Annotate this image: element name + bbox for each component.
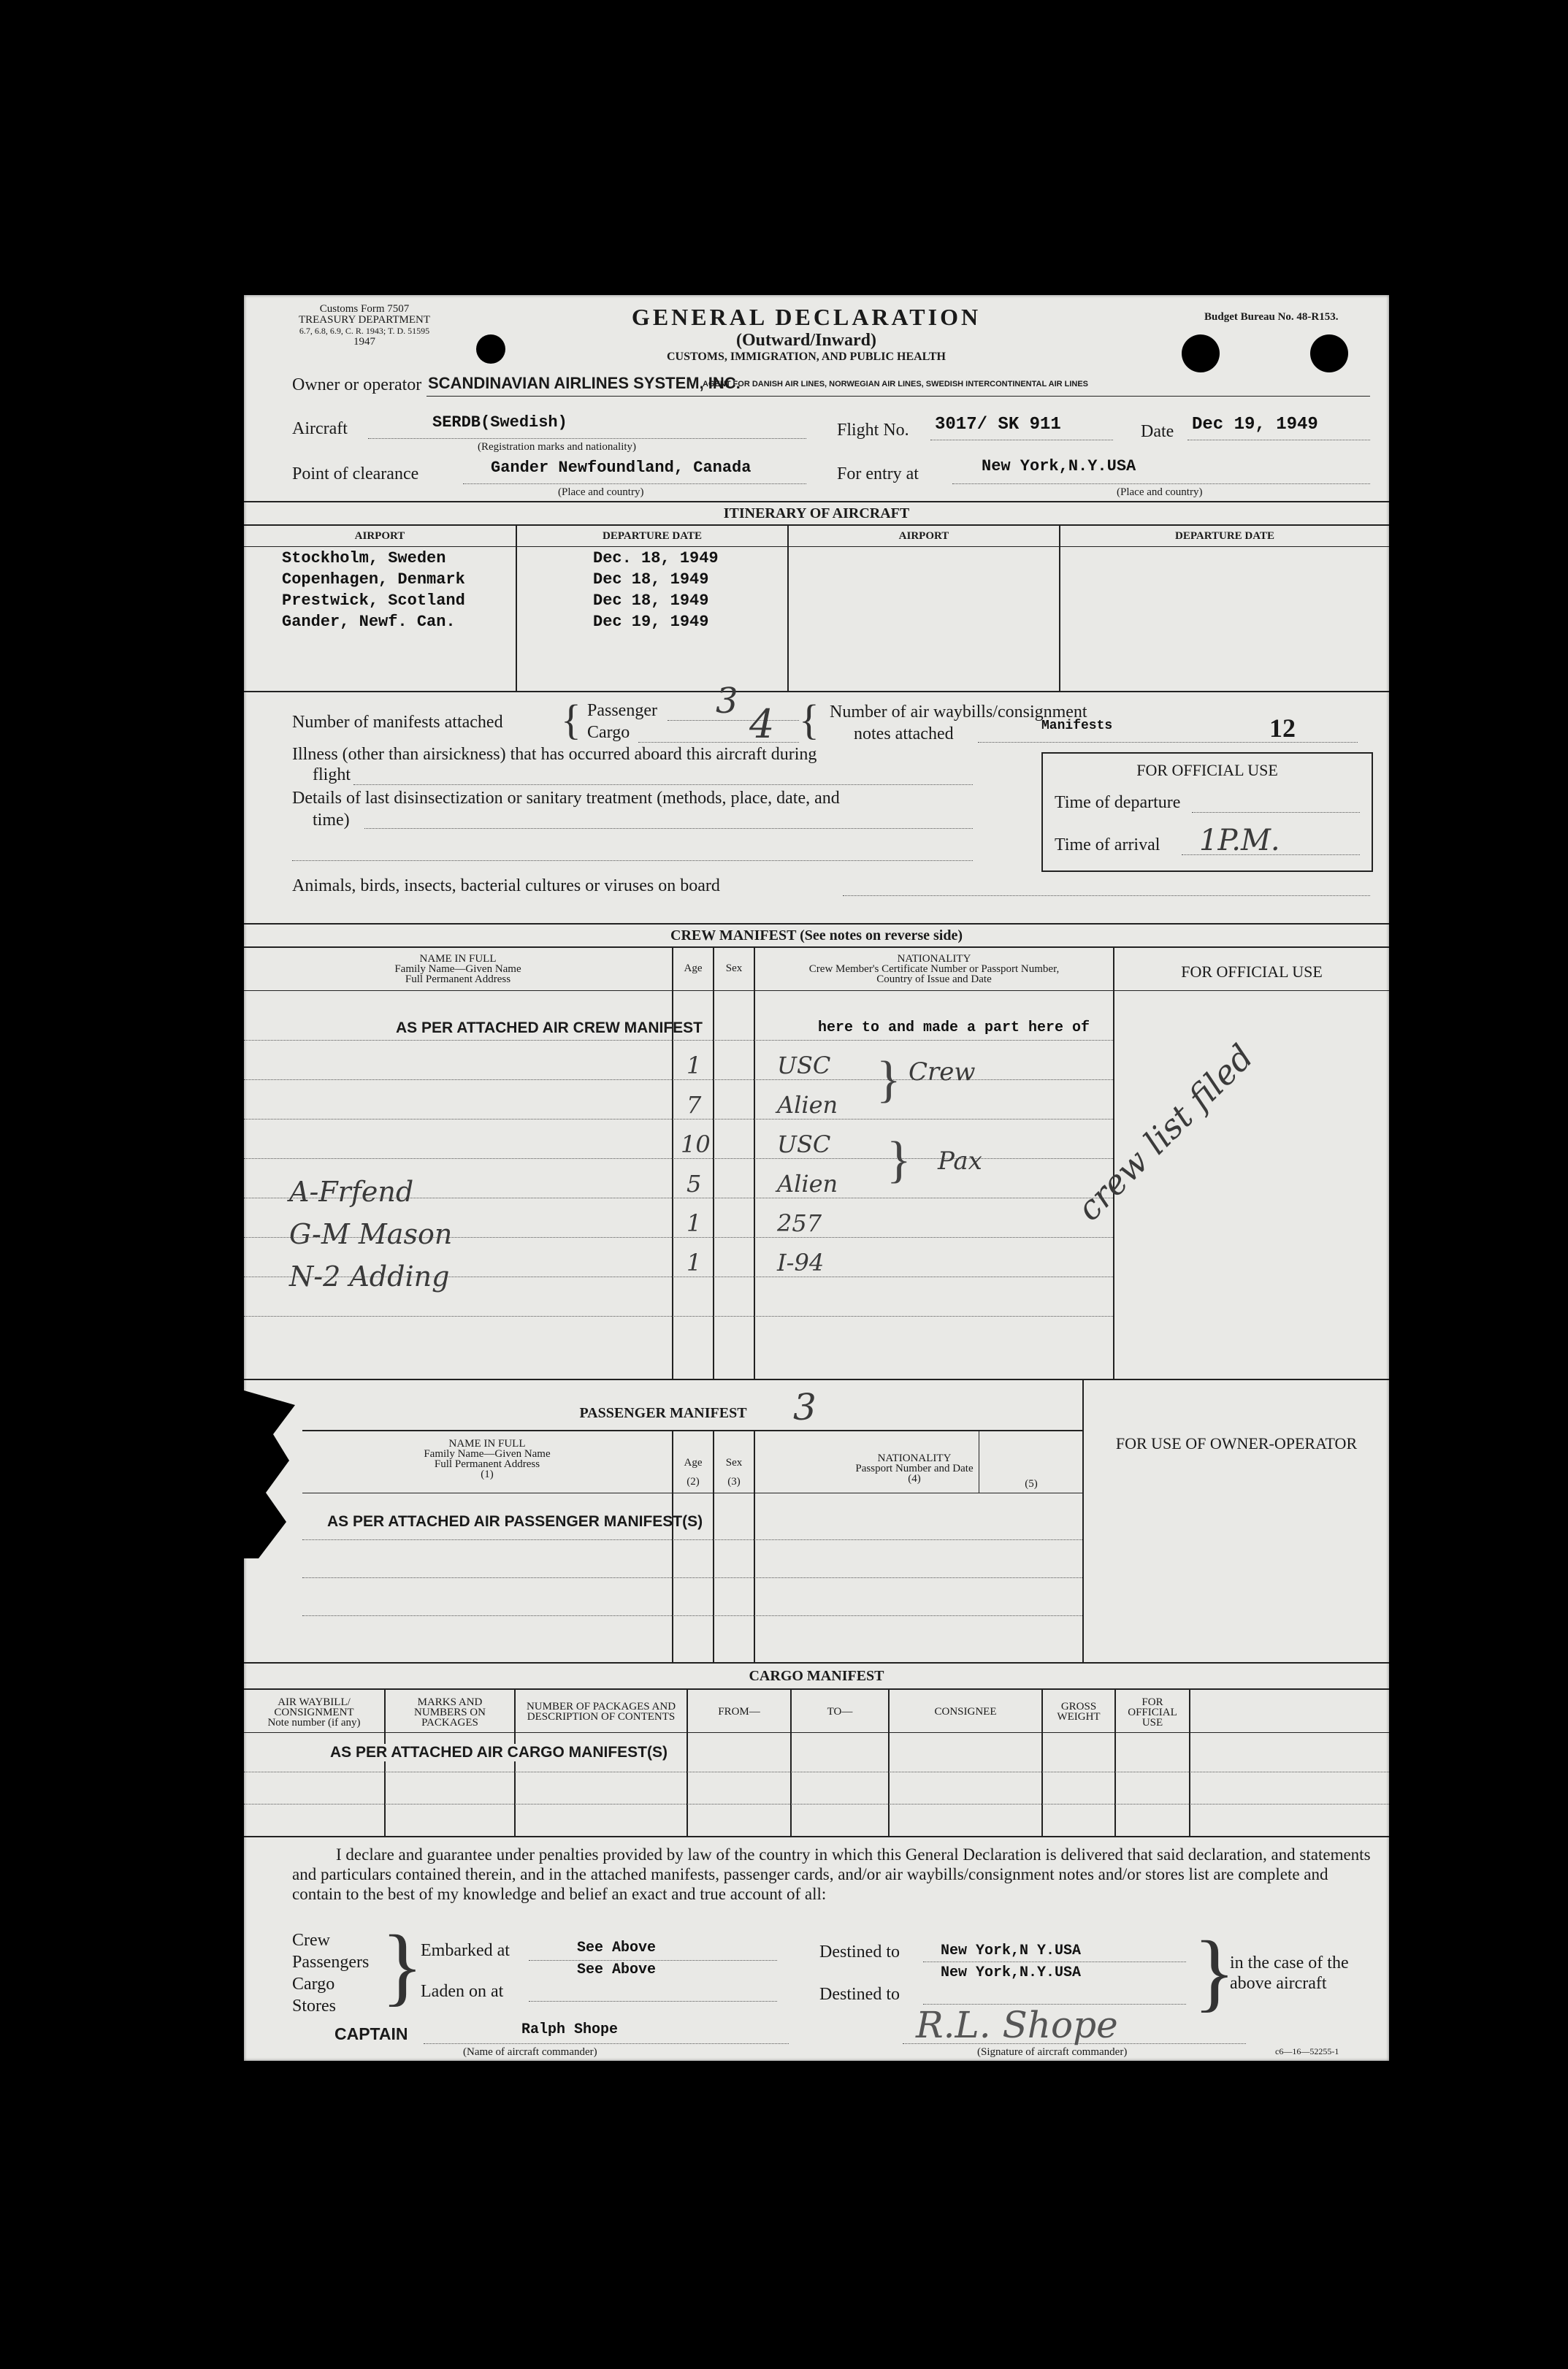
date-value: Dec 19, 1949	[1192, 415, 1318, 435]
cargo-header-marks	[386, 1697, 514, 1728]
arrival-time-value: 1P.M.	[1199, 824, 1280, 857]
pax-header-sex-num: (3)	[727, 1476, 741, 1488]
illness-label-2: flight	[313, 765, 351, 784]
waybill-typed: Manifests	[1041, 719, 1113, 733]
category-cargo: Cargo	[292, 1975, 335, 1994]
form-subtitle: (Outward/Inward)	[735, 331, 876, 350]
pax-header-age-num: (2)	[687, 1476, 700, 1488]
date-label: Date	[1141, 422, 1174, 441]
crew-header-age: Age	[684, 962, 703, 974]
case-note-2: above aircraft	[1230, 1974, 1327, 1993]
department: TREASURY DEPARTMENT	[298, 314, 431, 326]
destined-value-2: New York,N.Y.USA	[941, 1964, 1082, 1981]
embarked-label: Embarked at	[421, 1941, 510, 1960]
brace-icon: }	[887, 1132, 911, 1188]
brace-icon: }	[876, 1052, 901, 1108]
cargo-header-weight	[1043, 1702, 1114, 1722]
crew-header-name-3: Full Permanent Address	[405, 973, 511, 985]
category-crew: Crew	[292, 1931, 330, 1950]
cargo-header-official-2: OFFICIAL	[1128, 1707, 1177, 1718]
category-stores: Stores	[292, 1997, 336, 2016]
destined-value: New York,N Y.USA	[941, 1943, 1082, 1959]
crew-header-sex: Sex	[725, 962, 743, 974]
crew-row-nationality: USC	[777, 1052, 831, 1079]
crew-row-name: N-2 Adding	[289, 1260, 450, 1293]
print-code: c6—16—52255-1	[1275, 2046, 1339, 2056]
crew-header-nat-1: NATIONALITY	[897, 953, 971, 965]
animals-label: Animals, birds, insects, bacterial cultures or viruses on board	[292, 876, 720, 895]
passenger-count-value: 3	[716, 681, 738, 722]
cargo-count-label: Cargo	[587, 723, 630, 742]
waybill-label: Number of air waybills/consignment	[830, 703, 1087, 722]
passenger-count-label: Passenger	[587, 701, 657, 720]
entry-label: For entry at	[837, 464, 919, 483]
crew-header-nat-3: Country of Issue and Date	[876, 973, 992, 985]
case-note	[1230, 1953, 1349, 1994]
clearance-value: Gander Newfoundland, Canada	[491, 459, 752, 477]
crew-stamp: AS PER ATTACHED AIR CREW MANIFEST	[396, 1019, 703, 1036]
flight-label: Flight No.	[837, 421, 909, 440]
punch-hole	[1182, 334, 1220, 372]
form-subtitle-2: CUSTOMS, IMMIGRATION, AND PUBLIC HEALTH	[667, 351, 946, 363]
brace-icon: }	[1193, 1923, 1236, 2020]
owner-agent: AGENT FOR DANISH AIR LINES, NORWEGIAN AIR LINES, SWEDISH INTERCONTINENTAL AIR LINES	[703, 380, 1089, 389]
cargo-header-official-1: FOR	[1141, 1696, 1163, 1708]
pax-header-name-1: NAME IN FULL	[448, 1438, 526, 1450]
crew-row-nationality: 257	[777, 1209, 822, 1237]
cargo-header-official	[1116, 1697, 1189, 1728]
itinerary-date-cell: Dec 18, 1949	[593, 570, 709, 589]
crew-row-name: A-Frfend	[289, 1176, 414, 1208]
itinerary-header-date: DEPARTURE DATE	[602, 530, 702, 542]
itinerary-date-cell: Dec 19, 1949	[593, 613, 709, 631]
itinerary-airport-cell: Copenhagen, Denmark	[282, 570, 465, 589]
cargo-header-consignee: CONSIGNEE	[934, 1706, 997, 1718]
flight-value: 3017/ SK 911	[935, 415, 1061, 435]
crew-row-nationality: USC	[777, 1130, 831, 1158]
case-note-1: in the case of the	[1230, 1953, 1349, 1972]
cargo-header-to: TO—	[827, 1706, 853, 1718]
crew-row-count: 1	[687, 1052, 702, 1079]
waybill-label-2: notes attached	[854, 724, 954, 743]
crew-header-name-2: Family Name—Given Name	[394, 963, 521, 975]
pax-header-name	[302, 1439, 672, 1480]
pax-header-name-3: Full Permanent Address	[434, 1458, 540, 1470]
crew-note: Crew	[909, 1057, 976, 1087]
aircraft-label: Aircraft	[292, 419, 348, 438]
crew-header-name-1: NAME IN FULL	[419, 953, 497, 965]
pax-note: Pax	[938, 1147, 982, 1176]
crew-manifest-title: CREW MANIFEST (See notes on reverse side)	[670, 927, 963, 944]
passenger-manifest-title: PASSENGER MANIFEST	[579, 1405, 747, 1421]
declaration-categories	[292, 1929, 369, 2017]
aircraft-caption: (Registration marks and nationality)	[478, 441, 637, 453]
cargo-manifest-title: CARGO MANIFEST	[749, 1668, 884, 1684]
arrival-time-label: Time of arrival	[1055, 835, 1160, 854]
owner-operator-use: FOR USE OF OWNER-OPERATOR	[1115, 1434, 1358, 1453]
pax-header-name-4: (1)	[481, 1469, 494, 1480]
crew-header-name	[244, 954, 672, 984]
itinerary-airport-cell: Prestwick, Scotland	[282, 592, 465, 610]
pax-header-nat-3: (4)	[908, 1473, 921, 1485]
crew-row-count: 7	[687, 1091, 702, 1119]
form-number: Customs Form 7507	[319, 303, 410, 315]
crew-row-nationality: Alien	[777, 1091, 838, 1119]
crew-header-nationality	[755, 954, 1113, 984]
cargo-stamp: AS PER ATTACHED AIR CARGO MANIFEST(S)	[330, 1744, 668, 1761]
crew-row-nationality: I-94	[777, 1249, 825, 1277]
pax-header-5: (5)	[1025, 1478, 1038, 1490]
clearance-label: Point of clearance	[292, 464, 419, 483]
punch-hole	[476, 334, 505, 364]
laden-value: See Above	[577, 1962, 657, 1978]
brace-icon: }	[381, 1917, 424, 2014]
pax-header-age-label: Age	[684, 1457, 703, 1469]
laden-label: Laden on at	[421, 1982, 504, 2001]
itinerary-title: ITINERARY OF AIRCRAFT	[723, 505, 910, 521]
captain-name: Ralph Shope	[521, 2021, 619, 2038]
departure-time-label: Time of departure	[1055, 793, 1181, 812]
crew-stamp-typed: here to and made a part here of	[818, 1019, 1090, 1036]
cargo-header-weight-1: GROSS	[1060, 1701, 1097, 1712]
pax-header-nat-1: NATIONALITY	[877, 1453, 952, 1464]
itinerary-header-date-2: DEPARTURE DATE	[1174, 530, 1274, 542]
cargo-header-marks-2: NUMBERS ON	[414, 1707, 486, 1718]
cargo-header-waybill-3: Note number (if any)	[267, 1717, 361, 1729]
cargo-header-waybill	[244, 1697, 384, 1728]
captain-name-caption: (Name of aircraft commander)	[463, 2046, 597, 2058]
itinerary-airport-cell: Gander, Newf. Can.	[282, 613, 456, 631]
aircraft-value: SERDB(Swedish)	[432, 413, 567, 432]
form-year: 1947	[353, 336, 375, 348]
itinerary-header-airport: AIRPORT	[354, 530, 405, 542]
passenger-manifest-count: 3	[793, 1386, 816, 1428]
budget-bureau: Budget Bureau No. 48-R153.	[1204, 311, 1339, 323]
itinerary-airports	[282, 548, 465, 632]
cargo-header-weight-2: WEIGHT	[1057, 1711, 1101, 1723]
pax-header-sex-label: Sex	[725, 1457, 743, 1469]
cargo-header-from: FROM—	[718, 1706, 760, 1718]
cargo-header-waybill-1: AIR WAYBILL/	[278, 1696, 351, 1708]
pax-header-age	[673, 1453, 713, 1491]
itinerary-date-cell: Dec. 18, 1949	[593, 549, 719, 567]
crew-row-name: G-M Mason	[289, 1218, 453, 1250]
cargo-header-packages-1: NUMBER OF PACKAGES AND	[526, 1701, 676, 1712]
punch-hole	[1310, 334, 1348, 372]
cargo-count-value: 4	[749, 701, 775, 747]
entry-caption: (Place and country)	[1117, 486, 1203, 498]
brace-icon: {	[799, 696, 819, 743]
entry-value: New York,N.Y.USA	[982, 457, 1136, 475]
itinerary-dates	[593, 548, 719, 632]
manifests-label: Number of manifests attached	[292, 713, 503, 732]
captain-signature: R.L. Shope	[916, 2004, 1118, 2046]
pax-header-sex	[714, 1453, 754, 1491]
passenger-stamp: AS PER ATTACHED AIR PASSENGER MANIFEST(S)	[327, 1513, 703, 1530]
form-title: GENERAL DECLARATION	[631, 304, 982, 330]
crew-row-count: 10	[681, 1130, 711, 1158]
declaration-text: I declare and guarantee under penalties provided by law of the country in which this General Declaration is delivered that said declaration, and statements and particulars contained therein, and in the attached manifests, passenger cards, and/or air waybills/consignment notes and/or stores list are complete and contain to the best of my knowledge and belief an exact and true account of all:	[292, 1845, 1371, 1903]
form-refs: 6.7, 6.8, 6.9, C. R. 1943; T. D. 51595	[299, 326, 430, 336]
disinsect-label-2: time)	[313, 811, 350, 830]
crew-row-count: 5	[687, 1170, 702, 1198]
pax-header-name-2: Family Name—Given Name	[424, 1448, 551, 1460]
brace-icon: {	[561, 696, 581, 743]
waybill-count: 12	[1269, 713, 1296, 743]
pax-header-nat-2: Passport Number and Date	[855, 1463, 974, 1474]
signature-caption: (Signature of aircraft commander)	[977, 2046, 1128, 2058]
crew-header-nat-2: Crew Member's Certificate Number or Passport Number,	[808, 963, 1060, 975]
itinerary-date-cell: Dec 18, 1949	[593, 592, 709, 610]
official-use-box	[1041, 752, 1373, 872]
clearance-caption: (Place and country)	[558, 486, 644, 498]
declaration-form	[244, 295, 1389, 2061]
embarked-value: See Above	[577, 1940, 657, 1956]
owner-label: Owner or operator	[292, 375, 422, 394]
cargo-header-packages-2: DESCRIPTION OF CONTENTS	[527, 1711, 676, 1723]
crew-row-nationality: Alien	[777, 1170, 838, 1198]
itinerary-header-airport-2: AIRPORT	[898, 530, 949, 542]
illness-label: Illness (other than airsickness) that has occurred aboard this aircraft during	[292, 745, 817, 764]
cargo-header-waybill-2: CONSIGNMENT	[274, 1707, 354, 1718]
captain-label: CAPTAIN	[334, 2024, 408, 2043]
category-passengers: Passengers	[292, 1953, 370, 1972]
form-id-block	[266, 304, 463, 348]
crew-header-official: FOR OFFICIAL USE	[1181, 962, 1323, 981]
cargo-header-packages	[516, 1702, 687, 1722]
cargo-header-marks-1: MARKS AND	[417, 1696, 483, 1708]
destined-label: Destined to	[819, 1943, 900, 1962]
cargo-header-marks-3: PACKAGES	[421, 1717, 478, 1729]
official-note: crew list filed	[1069, 1036, 1261, 1229]
disinsect-label: Details of last disinsectization or sanitary treatment (methods, place, date, and	[292, 789, 840, 808]
owner-name: SCANDINAVIAN AIRLINES SYSTEM, INC.	[428, 374, 741, 392]
itinerary-airport-cell: Stockholm, Sweden	[282, 549, 446, 567]
cargo-header-official-3: USE	[1141, 1717, 1163, 1729]
official-use-title: FOR OFFICIAL USE	[1136, 761, 1278, 779]
crew-row-count: 1	[687, 1249, 702, 1277]
destined-label-2: Destined to	[819, 1985, 900, 2004]
crew-row-count: 1	[687, 1209, 702, 1237]
